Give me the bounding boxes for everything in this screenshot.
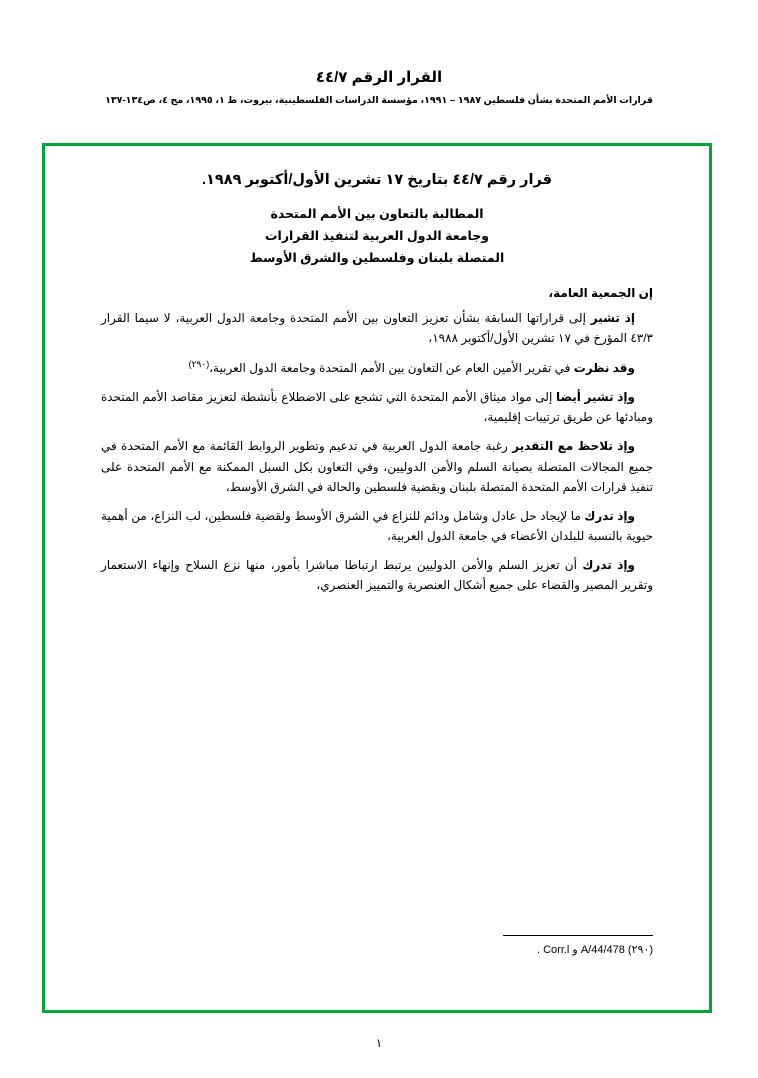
document-header [0, 0, 758, 107]
green-content-frame [42, 143, 712, 1013]
content-body [45, 146, 709, 1010]
source-citation: قرارات الأمم المتحدة بشأن فلسطين ١٩٨٧ – ١٩٩١، مؤسسة الدراسات الفلسطينية، بيروت، ط ١، ١٩٩٥، مج ٤، ص١٣٤-١٣٧ [105, 95, 653, 106]
preamble-paragraph-3 [101, 387, 653, 427]
subtitle-line-3: المتصلة بلبنان وفلسطين والشرق الأوسط [249, 250, 505, 265]
paragraph-text-4: رغبة جامعة الدول العربية في تدعيم وتطوير الروابط القائمة مع الأمم المتحدة في جميع المجالات المتصلة بصيانة السلم والأمن الدوليين، وفي التعاون بكل السبل الممكنة مع الأمم المتحدة على تنفيذ قرارات الأمم المتحدة المتصلة بلبنان وبقضية فلسطين والحالة في الشرق الأوسط، [101, 439, 653, 494]
paragraph-text-6: أن تعزيز السلم والأمن الدوليين يرتبط ارتباطا مباشرا بأمور، منها نزع السلاح وإنهاء الاستعمار وتقرير المصير والقضاء على جميع أشكال العنصرية والتمييز العنصري، [101, 558, 653, 593]
subtitle-line-1: المطالبة بالتعاون بين الأمم المتحدة [270, 207, 484, 221]
subtitle-line-2: وجامعة الدول العربية لتنفيذ القرارات [264, 228, 490, 243]
paragraph-intro-1: إذ تشير [590, 310, 635, 325]
paragraph-intro-3: وإذ تشير أيضا [555, 390, 635, 405]
paragraph-text-2: في تقرير الأمين العام عن التعاون بين الأمم المتحدة وجامعة الدول العربية، [209, 360, 571, 375]
preamble-paragraph-5 [101, 506, 653, 546]
page-title: القرار الرقم ٤٤/٧ [315, 69, 443, 86]
preamble-lead: إن الجمعية العامة، [548, 285, 653, 300]
preamble-paragraph-1 [101, 308, 653, 348]
paragraph-intro-4: وإذ تلاحظ مع التقدير [512, 439, 636, 454]
paragraph-intro-2: وقد نظرت [573, 360, 635, 375]
footnote-area [393, 935, 653, 956]
preamble-paragraph-6 [101, 555, 653, 595]
paragraph-text-5: ما لإيجاد حل عادل وشامل ودائم للنزاع في الشرق الأوسط ولقضية فلسطين، لب النزاع، من أهمية حيوية بالنسبة للبلدان الأعضاء في جامعة الدول العربية، [101, 508, 653, 544]
footnote-text: (٢٩٠) A/44/478 و Corr.l . [536, 944, 653, 956]
footnote-divider [503, 935, 653, 936]
resolution-heading: قرار رقم ٤٤/٧ بتاريخ ١٧ تشرين الأول/أكتوبر ١٩٨٩. [201, 172, 553, 188]
page-number: ١ [375, 1036, 383, 1050]
footnote-marker: (٢٩٠) [188, 358, 210, 369]
preamble-paragraph-4 [101, 436, 653, 496]
paragraph-text-3: إلى مواد ميثاق الأمم المتحدة التي تشجع على الاضطلاع بأنشطة لتعزيز مقاصد الأمم المتحدة ومبادئها عن طريق ترتيبات إقليمية، [101, 390, 653, 425]
paragraph-intro-5: وإذ تدرك [584, 508, 635, 523]
paragraph-intro-6: وإذ تدرك [582, 558, 635, 573]
preamble-paragraph-2 [101, 357, 653, 378]
resolution-subtitle [101, 204, 653, 270]
paragraph-text-1: إلى قراراتها السابقة بشأن تعزيز التعاون بين الأمم المتحدة وجامعة الدول العربية، لا سيما القرار ٤٣/٣ المؤرخ في ١٧ تشرين الأول/أكتوبر ١٩٨٨، [101, 310, 653, 345]
